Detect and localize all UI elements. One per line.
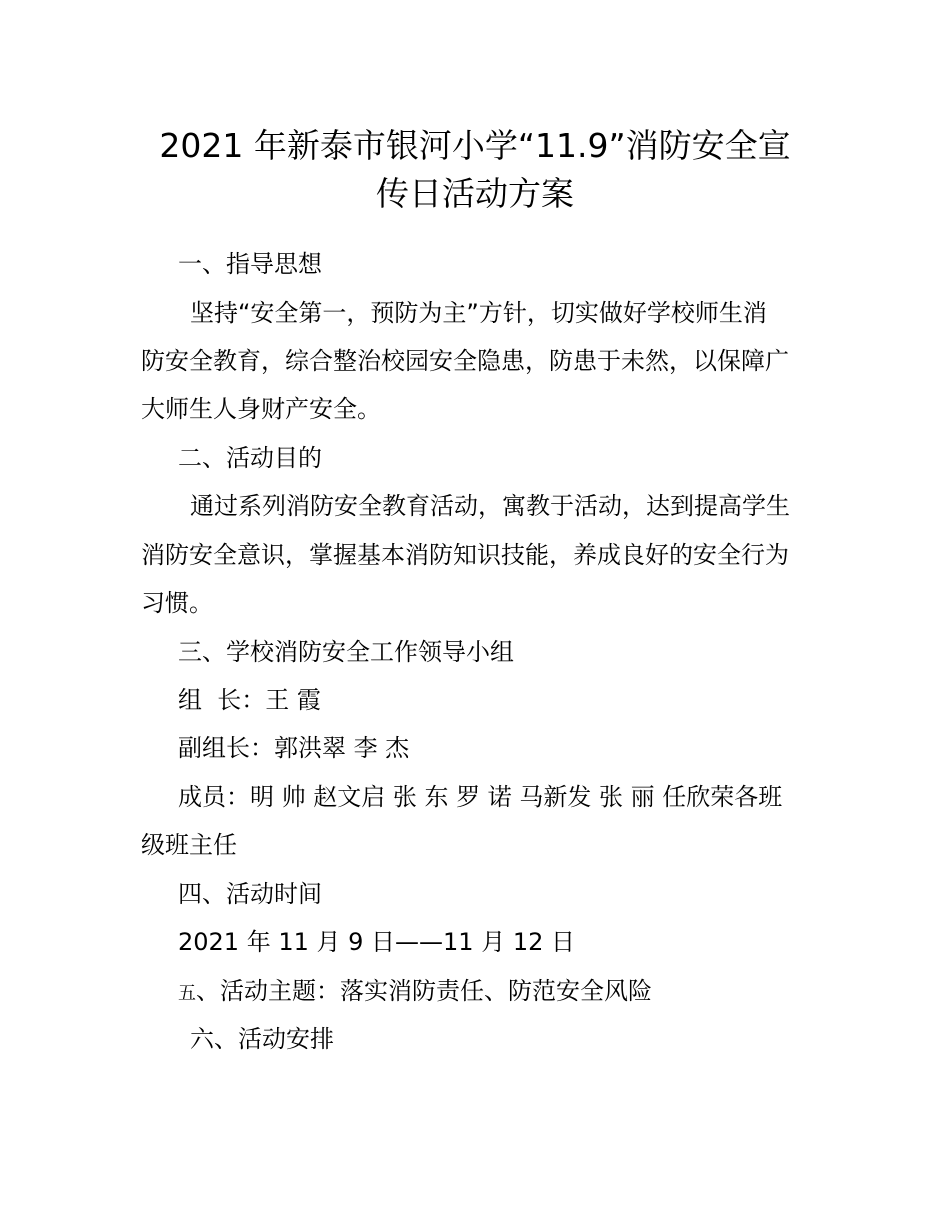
members-line-1: 成员：明 帅 赵文启 张 东 罗 诺 马新发 张 丽 任欣荣各班 xyxy=(178,783,783,811)
section-4-heading: 四、活动时间 xyxy=(178,880,322,908)
section-6-heading: 六、活动安排 xyxy=(190,1025,334,1053)
section-1-paragraph-line-2: 防安全教育，综合整治校园安全隐患，防患于未然，以保障广 xyxy=(141,347,789,375)
section-2-heading: 二、活动目的 xyxy=(178,444,322,472)
section-1-paragraph-line-3: 大师生人身财产安全。 xyxy=(141,395,381,423)
section-5-heading xyxy=(178,979,652,1003)
section-2-paragraph-line-1: 通过系列消防安全教育活动，寓教于活动，达到提高学生 xyxy=(190,492,790,520)
section-3-heading: 三、学校消防安全工作领导小组 xyxy=(178,638,514,666)
group-leader-line: 组 长：王 霞 xyxy=(178,686,321,714)
deputy-leader-line: 副组长：郭洪翠 李 杰 xyxy=(178,734,410,762)
document-title-line-1: 2021 年新泰市银河小学“11.9”消防安全宣 xyxy=(159,126,791,165)
section-1-heading: 一、指导思想 xyxy=(178,250,322,278)
section-2-paragraph-line-3: 习惯。 xyxy=(141,589,213,617)
document-title-line-2: 传日活动方案 xyxy=(376,174,574,213)
section-2-paragraph-line-2: 消防安全意识，掌握基本消防知识技能，养成良好的安全行为 xyxy=(141,541,789,569)
members-line-2: 级班主任 xyxy=(141,831,237,859)
section-5-heading-text: 、活动主题：落实消防责任、防范安全风险 xyxy=(196,977,652,1005)
section-5-number: 五 xyxy=(178,983,196,1004)
activity-time: 2021 年 11 月 9 日——11 月 12 日 xyxy=(178,928,575,956)
section-1-paragraph-line-1: 坚持“安全第一，预防为主”方针，切实做好学校师生消 xyxy=(190,299,767,327)
